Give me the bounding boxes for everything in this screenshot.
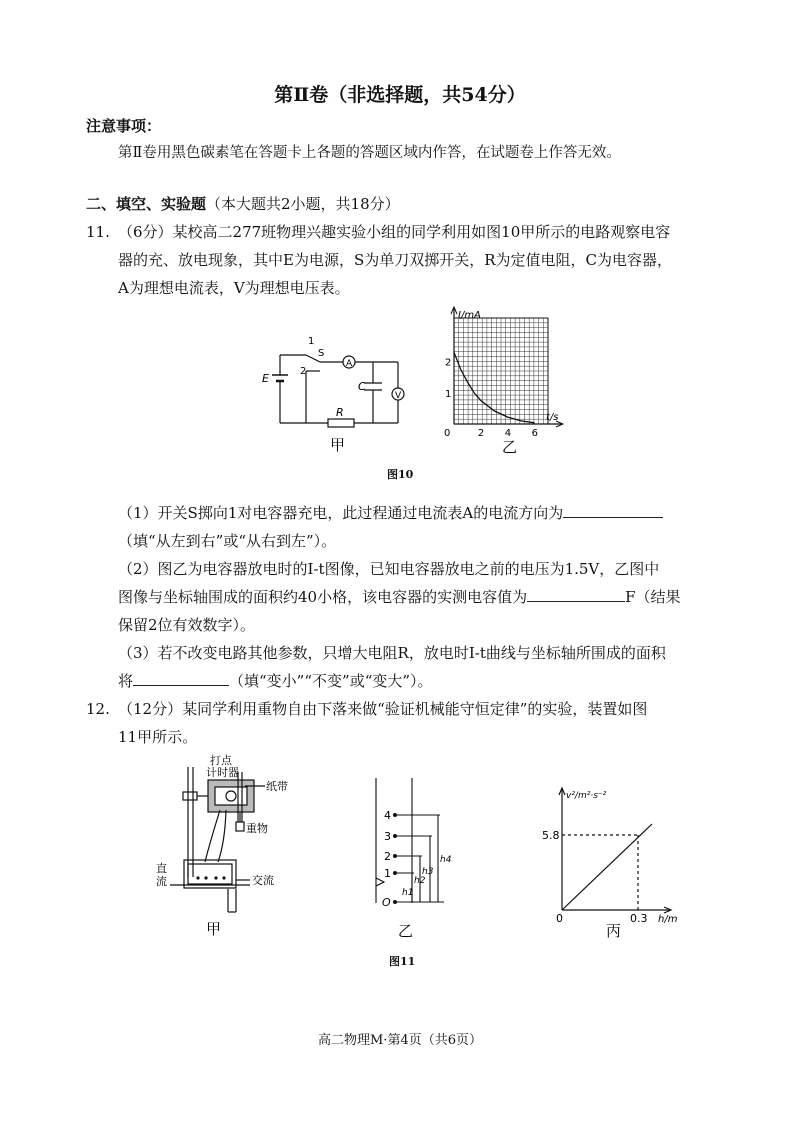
q11-sub2-line1: （2）图乙为电容器放电时的I-t图像，已知电容器放电之前的电压为1.5V，乙图中 <box>118 560 660 578</box>
circuit-label-E: E <box>262 372 269 385</box>
circuit-diagram <box>258 330 418 455</box>
tape-point-4: 4 <box>384 809 391 822</box>
chart-caption: 乙 <box>502 438 518 456</box>
page-footer: 高二物理M·第4页（共6页） <box>318 1033 482 1048</box>
vh-ylabel: v²/m²·s⁻² <box>566 791 607 801</box>
section-note: （本大题共2小题，共18分） <box>206 195 400 213</box>
vh-xlabel: h/m <box>658 914 678 925</box>
x-tick-label: 2 <box>477 428 485 439</box>
q11-sub2-line2 <box>118 583 681 611</box>
ac-label: 交流 <box>252 874 274 887</box>
section-heading <box>86 193 400 214</box>
x-axis-label: t/s <box>546 412 559 423</box>
apparatus-caption: 甲 <box>206 920 222 938</box>
q11-sub3-blank[interactable] <box>133 669 229 686</box>
y-tick-label: 1 <box>445 388 452 400</box>
q11-sub2-tail: F（结果 <box>625 588 681 606</box>
voltmeter-label: V <box>395 391 402 401</box>
vh-xvalue: 0.3 <box>630 912 648 925</box>
dc-label-1: 直 <box>156 862 167 875</box>
tape-point-3: 3 <box>384 830 391 843</box>
tape-point-O: O <box>382 896 391 909</box>
ammeter-label: A <box>346 359 353 369</box>
tape-point-1: 1 <box>384 867 391 880</box>
y-tick-label: 2 <box>445 357 452 369</box>
q11-line2: 器的充、放电现象，其中E为电源，S为单刀双掷开关，R为定值电阻，C为电容器， <box>118 251 673 269</box>
fig10-caption: 图10 <box>387 468 414 481</box>
timer-label-2: 计时器 <box>206 766 239 779</box>
q11-sub3-tail: （填“变小”“不变”或“变大”）。 <box>229 672 433 690</box>
vh-yvalue: 5.8 <box>542 829 560 842</box>
y-axis-label: I/mA <box>458 310 481 321</box>
weight-label: 重物 <box>246 822 268 835</box>
circuit-label-C: C <box>358 380 366 393</box>
circuit-label-1: 1 <box>308 336 315 347</box>
notice-heading: 注意事项： <box>86 117 162 135</box>
notice-text: 第Ⅱ卷用黑色碳素笔在答题卡上各题的答题区域内作答，在试题卷上作答无效。 <box>118 145 621 161</box>
circuit-caption: 甲 <box>330 436 346 454</box>
chart-grid <box>454 318 548 424</box>
tape-caption: 乙 <box>398 922 414 940</box>
q11-sub2-blank[interactable] <box>527 585 625 602</box>
q11-sub1-blank[interactable] <box>563 501 663 518</box>
q11-line1: （6分）某校高二277班物理兴趣实验小组的同学利用如图10甲所示的电路观察电容 <box>118 223 671 241</box>
q12-line2: 11甲所示。 <box>118 728 198 746</box>
x-tick-label: 6 <box>531 428 538 439</box>
q11-sub1-line2: （填“从左到右”或“从右到左”）。 <box>118 532 337 550</box>
q11-number: 11. <box>86 223 110 241</box>
circuit-label-2: 2 <box>300 366 307 377</box>
fig11-caption: 图11 <box>389 955 416 968</box>
q12-number: 12. <box>86 700 110 718</box>
timer-label-1: 打点 <box>210 754 232 767</box>
tape-h3: h3 <box>422 867 434 877</box>
tape-h1: h1 <box>402 888 414 898</box>
tape-point-2: 2 <box>384 850 391 863</box>
tape-h2: h2 <box>414 876 426 886</box>
q11-line3: A为理想电流表，V为理想电压表。 <box>118 279 350 297</box>
q11-sub2-text: 图像与坐标轴围成的面积约40小格，该电容器的实测电容值为 <box>118 588 528 606</box>
q11-sub1-line1 <box>118 499 663 527</box>
section-title: 二、填空、实验题 <box>86 195 207 213</box>
circuit-label-R: R <box>336 406 344 419</box>
vh-caption: 丙 <box>606 922 622 940</box>
q12-line1: （12分）某同学利用重物自由下落来做“验证机械能守恒定律”的实验，装置如图 <box>118 700 648 718</box>
dc-label-2: 流 <box>156 875 167 888</box>
it-chart <box>420 306 580 456</box>
x-tick-label: 4 <box>504 428 512 439</box>
tape-h4: h4 <box>440 855 452 865</box>
vh-graph <box>540 784 690 940</box>
x-tick-label: 0 <box>444 428 451 439</box>
q11-sub3-text: 将 <box>118 672 134 690</box>
q11-sub2-line3: 保留2位有效数字）。 <box>118 616 256 634</box>
apparatus-diagram <box>150 752 310 942</box>
vh-origin: 0 <box>556 912 563 925</box>
q11-sub3-line2 <box>118 667 433 695</box>
page-title: 第Ⅱ卷（非选择题，共54分） <box>274 84 526 106</box>
q11-sub1-text: （1）开关S掷向1对电容器充电，此过程通过电流表A的电流方向为 <box>118 504 564 522</box>
tape-label: 纸带 <box>266 780 288 793</box>
q11-sub3-line1: （3）若不改变电路其他参数，只增大电阻R，放电时I-t曲线与坐标轴所围成的面积 <box>118 644 666 662</box>
tape-diagram <box>362 778 472 940</box>
circuit-label-S: S <box>318 348 325 359</box>
